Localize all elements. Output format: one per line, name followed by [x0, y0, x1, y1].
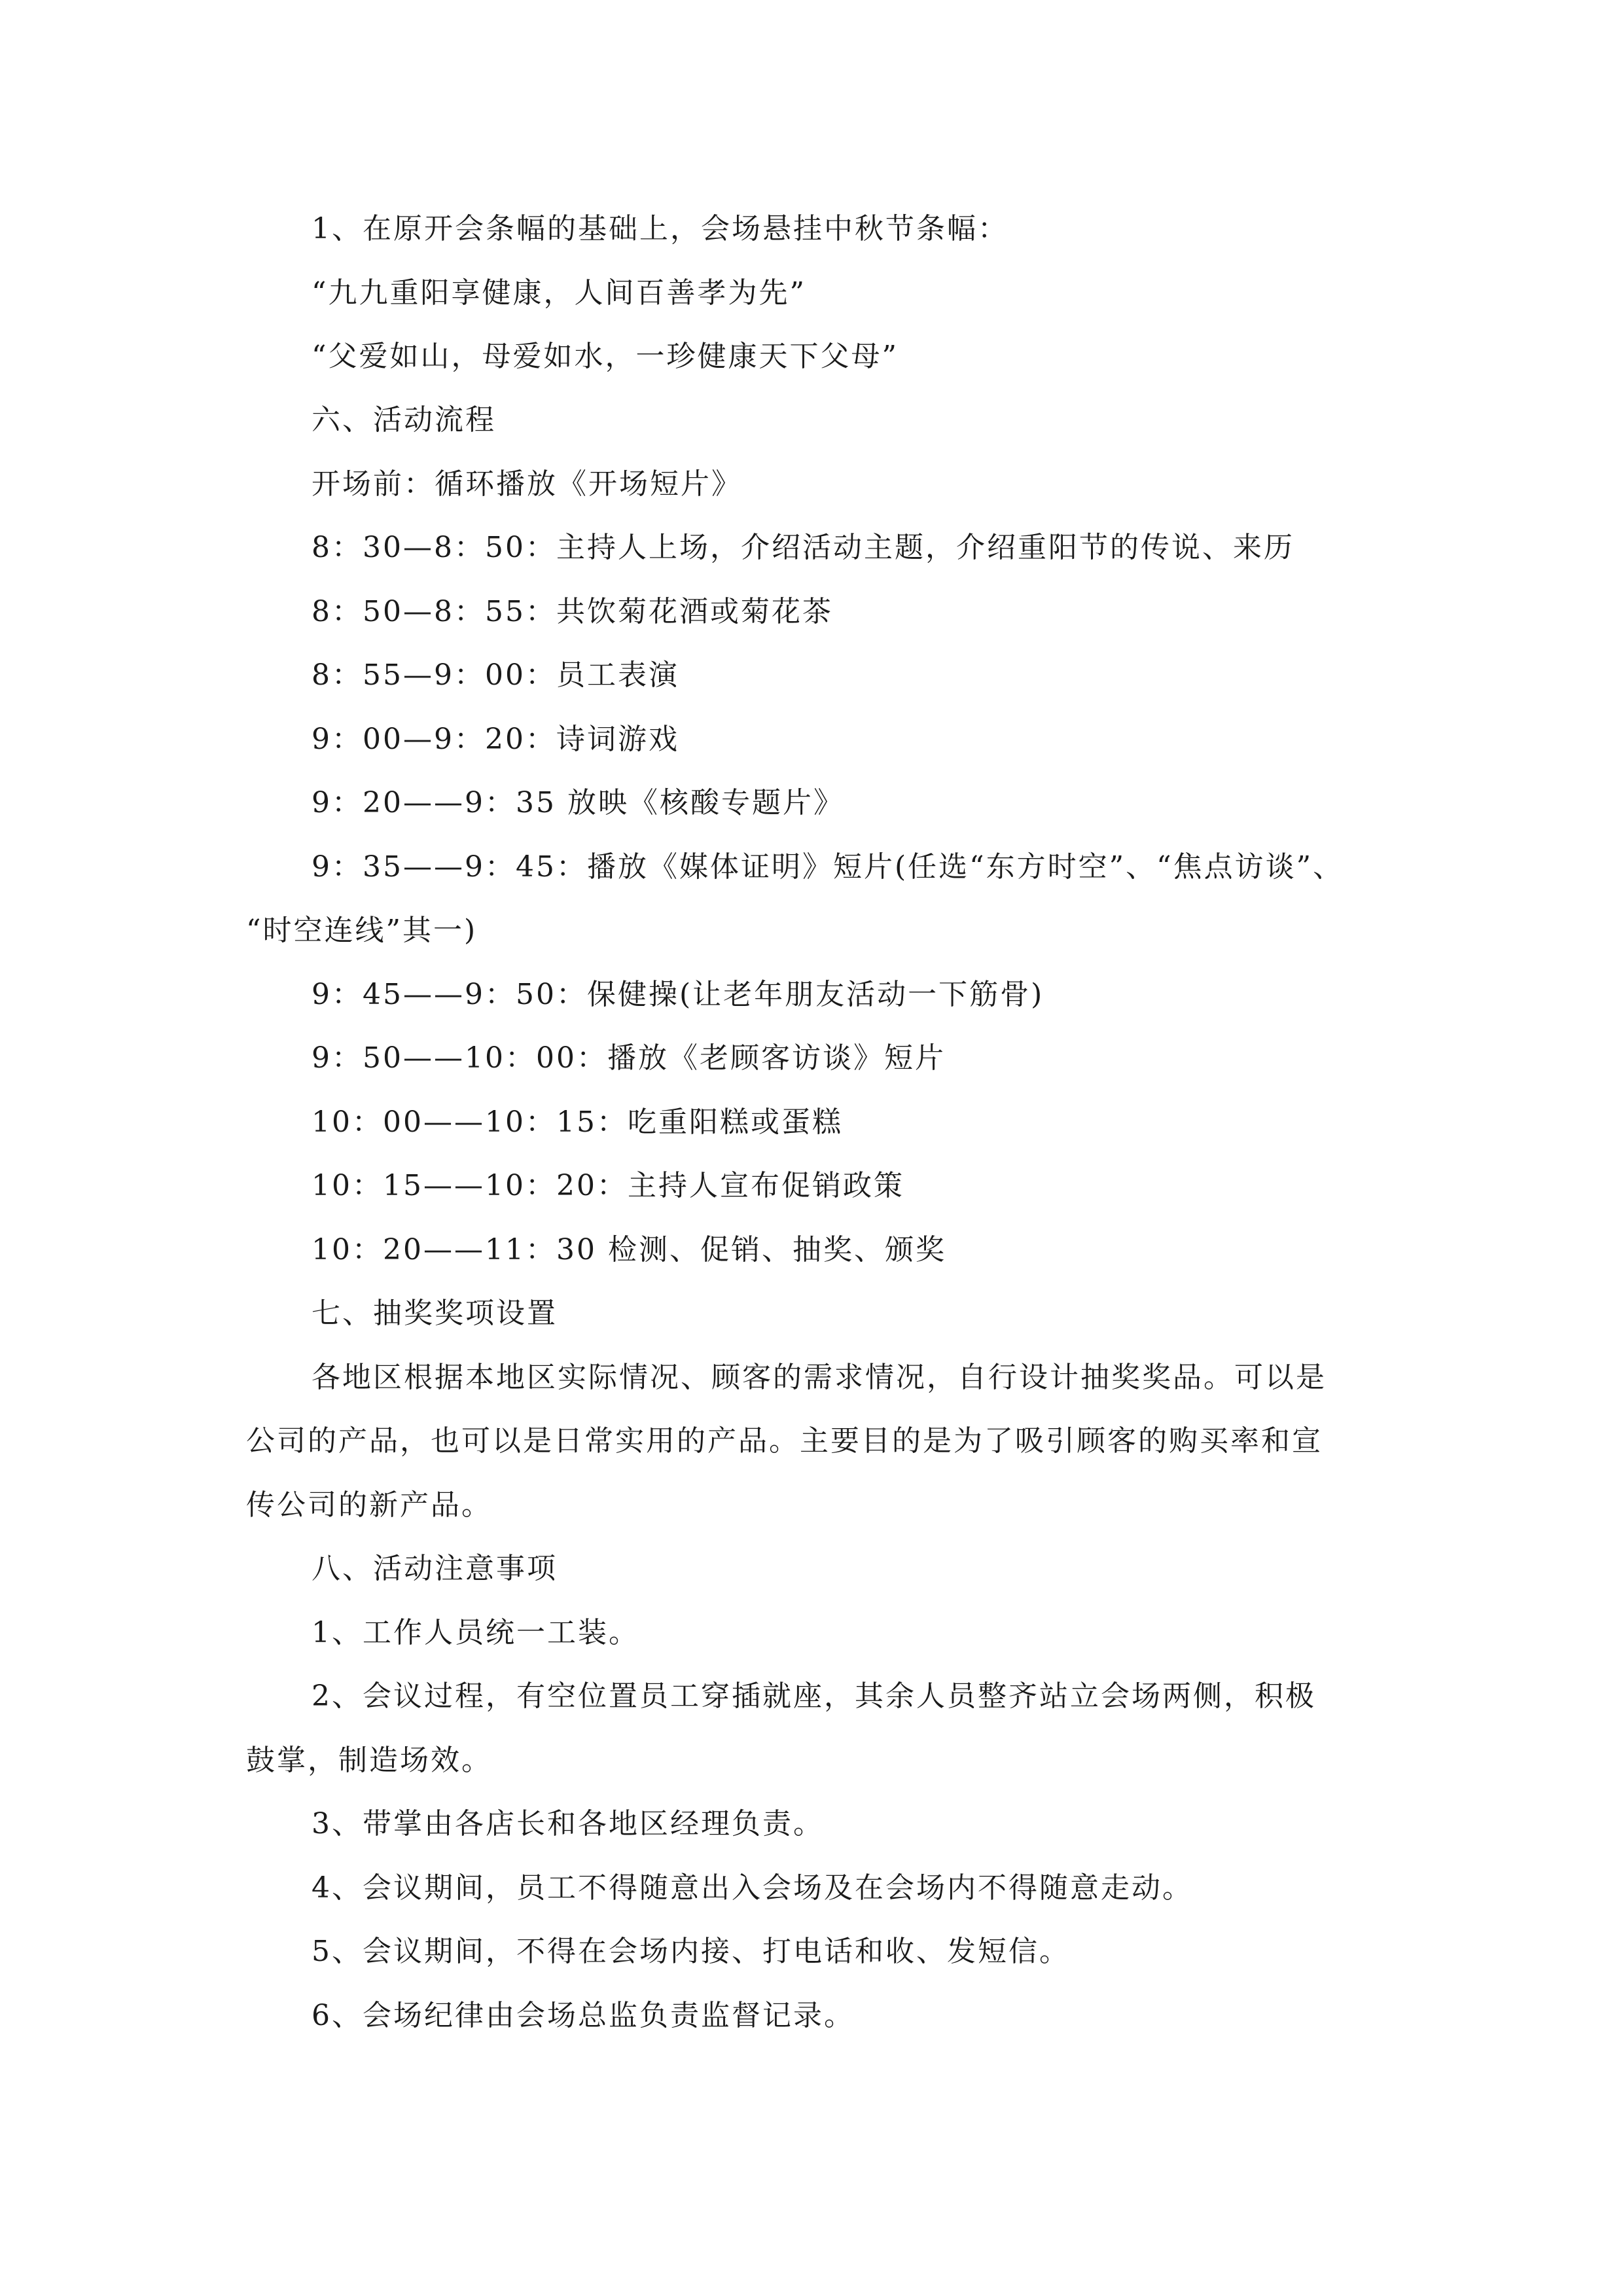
schedule-item: 10：15——10：20：主持人宣布促销政策 [312, 1169, 904, 1202]
note-item: 4、会议期间，员工不得随意出入会场及在会场内不得随意走动。 [312, 1871, 1193, 1905]
schedule-item: 8：55—9：00：员工表演 [312, 658, 679, 692]
note-item: 2、会议过程，有空位置员工穿插就座，其余人员整齐站立会场两侧，积极 [312, 1679, 1316, 1713]
schedule-item: 9：35——9：45：播放《媒体证明》短片(任选“东方时空”、“焦点访谈”、 [312, 850, 1344, 884]
schedule-item: 9：00—9：20：诗词游戏 [312, 723, 679, 756]
section-heading-process: 六、活动流程 [312, 403, 496, 437]
banner-slogan-1: “九九重阳享健康，人间百善孝为先” [312, 276, 806, 310]
section-heading-prizes: 七、抽奖奖项设置 [312, 1297, 558, 1330]
schedule-item: 开场前：循环播放《开场短片》 [312, 467, 742, 501]
schedule-item: 10：00——10：15：吃重阳糕或蛋糕 [312, 1105, 843, 1139]
schedule-item: 9：50——10：00：播放《老顾客访谈》短片 [312, 1041, 946, 1075]
banner-slogan-2: “父爱如山，母爱如水，一珍健康天下父母” [312, 340, 899, 373]
section-heading-notes: 八、活动注意事项 [312, 1552, 558, 1585]
paragraph-line: 公司的产品，也可以是日常实用的产品。主要目的是为了吸引顾客的购买率和宣 [246, 1424, 1323, 1458]
note-item-continuation: 鼓掌，制造场效。 [246, 1744, 492, 1777]
note-item: 3、带掌由各店长和各地区经理负责。 [312, 1807, 824, 1840]
paragraph-line: 传公司的新产品。 [246, 1488, 492, 1522]
banner-instruction: 1、在原开会条幅的基础上，会场悬挂中秋节条幅： [312, 212, 1008, 245]
schedule-item: 8：50—8：55：共饮菊花酒或菊花茶 [312, 595, 833, 628]
note-item: 1、工作人员统一工装。 [312, 1616, 639, 1649]
schedule-item: 10：20——11：30 检测、促销、抽奖、颁奖 [312, 1233, 946, 1266]
note-item: 6、会场纪律由会场总监负责监督记录。 [312, 1999, 855, 2032]
note-item: 5、会议期间，不得在会场内接、打电话和收、发短信。 [312, 1935, 1070, 1968]
schedule-item: 9：45——9：50：保健操(让老年朋友活动一下筋骨) [312, 978, 1044, 1011]
schedule-item: 9：20——9：35 放映《核酸专题片》 [312, 786, 844, 819]
schedule-item-continuation: “时空连线”其一) [246, 914, 478, 947]
schedule-item: 8：30—8：50：主持人上场，介绍活动主题，介绍重阳节的传说、来历 [312, 531, 1294, 564]
paragraph-line: 各地区根据本地区实际情况、顾客的需求情况，自行设计抽奖奖品。可以是 [312, 1361, 1327, 1394]
